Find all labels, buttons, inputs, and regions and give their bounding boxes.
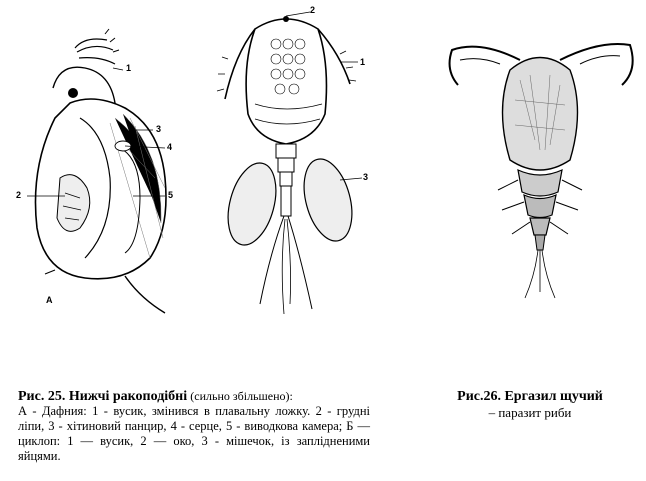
figure-26-caption (440, 389, 620, 421)
daphnia-illustration (15, 28, 190, 320)
callout-daphnia-3: 3 (156, 124, 162, 134)
figure-26-subtitle: – паразит риби (488, 405, 572, 420)
callout-daphnia-4: 4 (167, 142, 173, 152)
figure-26-title: Рис.26. Ергазил щучий (457, 389, 603, 404)
figure-letter-a: A (46, 295, 53, 305)
figure-25-title: Рис. 25. Нижчі ракоподібні (18, 389, 188, 404)
callout-cyclops-3: 3 (363, 172, 369, 182)
callout-cyclops-1: 1 (360, 57, 366, 67)
ergasilus-illustration (440, 30, 640, 310)
figure-25-body: А - Дафния: 1 - вусик, змінився в плавальну ложку. 2 - грудні ліпи, 3 - хітиновий панцир, 4 - серце, 5 - виводкова камера; Б — циклоп: 1 — вусик, 2 — око, 3 - мішечок, із заплідненими яйцями. (18, 404, 370, 463)
callout-daphnia-5: 5 (168, 190, 174, 200)
callout-cyclops-2: 2 (310, 5, 316, 15)
figure-25-caption (18, 389, 370, 464)
figure-25-note: (сильно збільшено): (190, 389, 293, 403)
callout-daphnia-1: 1 (126, 63, 132, 73)
cyclops-illustration (200, 4, 375, 324)
callout-daphnia-2: 2 (16, 190, 22, 200)
